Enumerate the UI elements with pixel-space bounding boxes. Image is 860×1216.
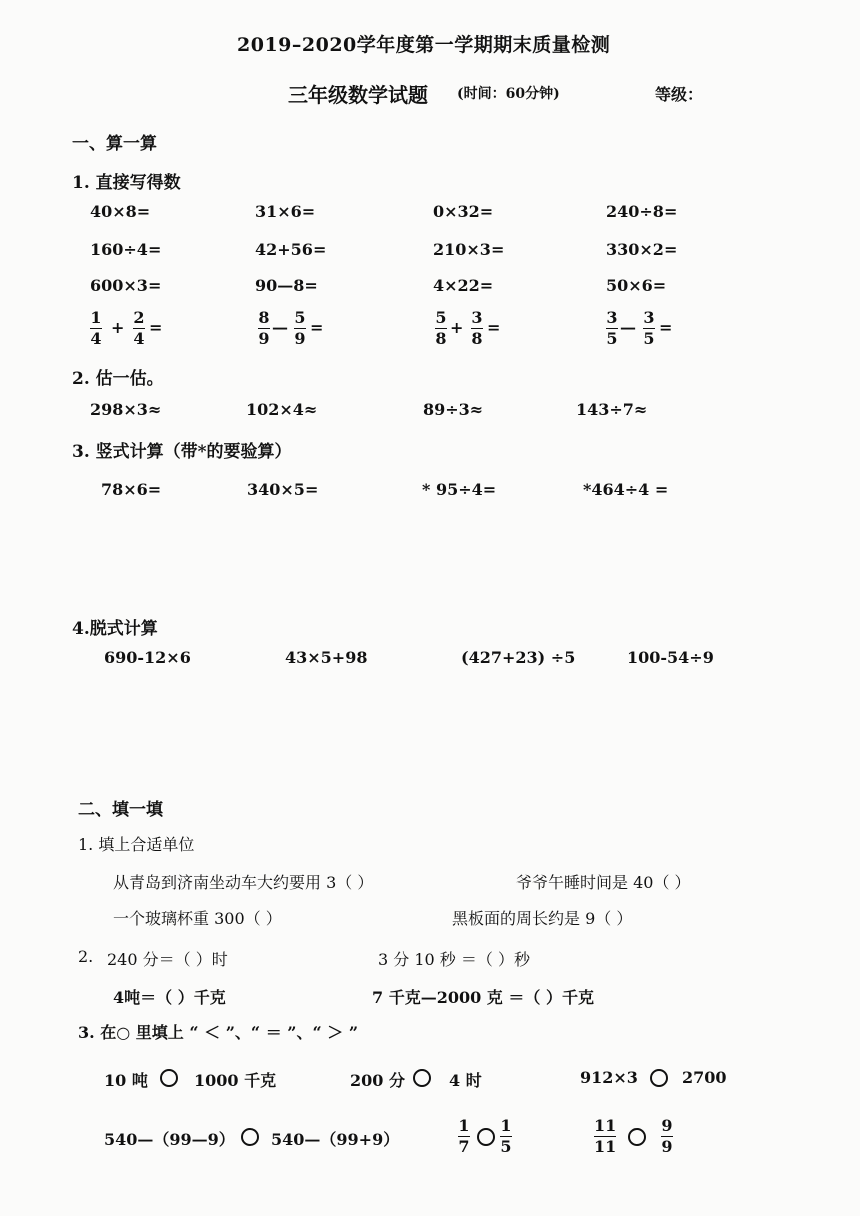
- convert-line: 240 分＝（ ）时: [107, 950, 228, 969]
- estimate-item: 89÷3≈: [423, 400, 484, 419]
- compare-circle[interactable]: [628, 1128, 646, 1146]
- fraction: 8 9: [258, 308, 270, 348]
- grade-label: 等级：: [655, 85, 704, 104]
- compare-circle[interactable]: [241, 1128, 259, 1146]
- equals: =: [149, 318, 163, 337]
- fraction: 1 7: [458, 1116, 470, 1156]
- fraction: 3 5: [643, 308, 655, 348]
- equals: =: [659, 318, 673, 337]
- time-note: (时间：60分钟): [457, 86, 560, 102]
- calc-item: 160÷4=: [90, 240, 162, 259]
- fill-line: 从青岛到济南坐动车大约要用 3（ ）: [113, 873, 374, 892]
- convert-line: 3 分 10 秒 ＝（ ）秒: [378, 950, 530, 969]
- estimate-item: 102×4≈: [246, 400, 318, 419]
- vertical-calc-item: *464÷4 =: [583, 480, 669, 499]
- exam-subtitle: 三年级数学试题: [288, 83, 428, 107]
- calc-item: 50×6=: [606, 276, 667, 295]
- fraction: 5 8: [435, 308, 447, 348]
- compare-left: 10 吨: [104, 1071, 148, 1090]
- operator: +: [450, 318, 464, 337]
- operator: +: [111, 318, 125, 337]
- fraction: 9 9: [661, 1116, 673, 1156]
- fill-q2-number: 2.: [78, 947, 94, 966]
- calc-item: 330×2=: [606, 240, 678, 259]
- step-calc-item: 100-54÷9: [627, 648, 714, 667]
- fraction: 2 4: [133, 308, 145, 348]
- exam-title: 2019–2020学年度第一学期期末质量检测: [237, 34, 611, 56]
- convert-line: 4吨＝（ ）千克: [113, 988, 226, 1007]
- step-calc-item: (427+23) ÷5: [461, 648, 576, 667]
- calc-item: 0×32=: [433, 202, 494, 221]
- calc-item: 42+56=: [255, 240, 327, 259]
- fraction: 5 9: [294, 308, 306, 348]
- compare-circle[interactable]: [413, 1069, 431, 1087]
- operator: —: [272, 318, 288, 337]
- compare-right: 1000 千克: [194, 1071, 277, 1090]
- fraction: 3 8: [471, 308, 483, 348]
- section2-heading: 二、填一填: [78, 800, 163, 820]
- calc-item: 31×6=: [255, 202, 316, 221]
- fraction: 3 5: [606, 308, 618, 348]
- compare-right: 2700: [682, 1068, 727, 1087]
- q1-heading: 1. 直接写得数: [72, 173, 181, 193]
- calc-item: 90—8=: [255, 276, 318, 295]
- fraction: 1 5: [500, 1116, 512, 1156]
- step-calc-item: 690-12×6: [104, 648, 191, 667]
- compare-left: 540—（99—9）: [104, 1130, 235, 1149]
- compare-right: 4 时: [449, 1071, 482, 1090]
- calc-item: 240÷8=: [606, 202, 678, 221]
- equals: =: [310, 318, 324, 337]
- convert-line: 7 千克—2000 克 ＝（ ）千克: [372, 988, 594, 1007]
- fill-line: 爷爷午睡时间是 40（ ）: [516, 873, 691, 892]
- calc-item: 210×3=: [433, 240, 505, 259]
- compare-circle[interactable]: [160, 1069, 178, 1087]
- compare-left: 912×3: [580, 1068, 638, 1087]
- calc-item: 4×22=: [433, 276, 494, 295]
- fill-line: 黑板面的周长约是 9（ ）: [452, 909, 633, 928]
- fraction: 1 4: [90, 308, 102, 348]
- fill-line: 一个玻璃杯重 300（ ）: [113, 909, 282, 928]
- step-calc-item: 43×5+98: [285, 648, 368, 667]
- operator: —: [620, 318, 636, 337]
- fill-q1-heading: 1. 填上合适单位: [78, 835, 195, 854]
- vertical-calc-item: 340×5=: [247, 480, 319, 499]
- equals: =: [487, 318, 501, 337]
- calc-item: 600×3=: [90, 276, 162, 295]
- compare-circle[interactable]: [650, 1069, 668, 1087]
- q3-heading: 3. 竖式计算（带*的要验算）: [72, 442, 292, 462]
- fraction: 11 11: [594, 1116, 617, 1156]
- fill-q3-heading: 3. 在○ 里填上 “ ＜ ”、“ ＝ ”、“ ＞ ”: [78, 1023, 359, 1042]
- estimate-item: 143÷7≈: [576, 400, 648, 419]
- compare-right: 540—（99+9）: [271, 1130, 400, 1149]
- calc-item: 40×8=: [90, 202, 151, 221]
- compare-left: 200 分: [350, 1071, 405, 1090]
- estimate-item: 298×3≈: [90, 400, 162, 419]
- vertical-calc-item: 78×6=: [101, 480, 162, 499]
- compare-circle[interactable]: [477, 1128, 495, 1146]
- section1-heading: 一、算一算: [72, 134, 157, 154]
- q4-heading: 4.脱式计算: [72, 619, 158, 639]
- q2-heading: 2. 估一估。: [72, 369, 164, 389]
- vertical-calc-item: * 95÷4=: [422, 480, 497, 499]
